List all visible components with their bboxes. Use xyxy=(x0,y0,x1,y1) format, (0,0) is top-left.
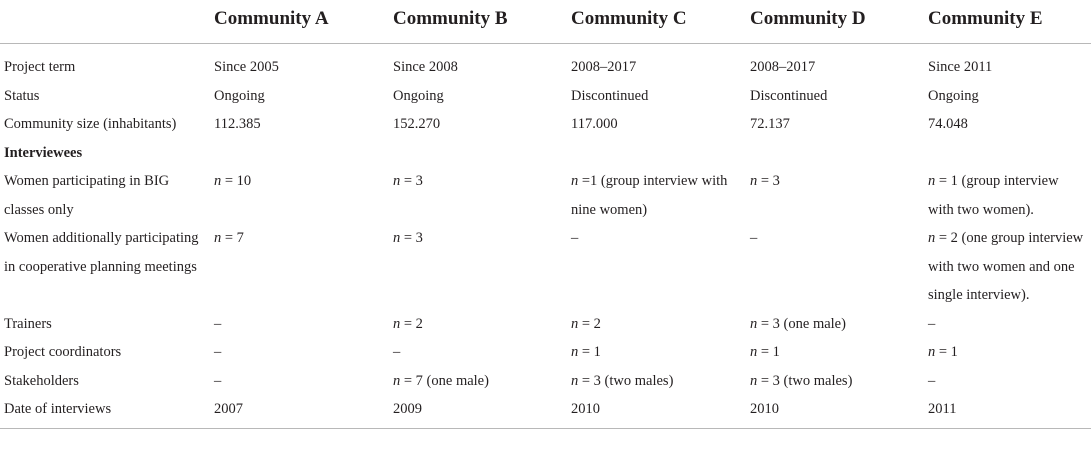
table-cell: – xyxy=(571,230,579,246)
table-cell: 2008–2017 xyxy=(750,59,816,75)
row-label: Project coordinators xyxy=(4,344,122,360)
table-cell: 2011 xyxy=(925,395,1091,428)
table-cell: – xyxy=(214,372,222,389)
table-cell xyxy=(211,139,390,168)
table-body xyxy=(0,44,1091,429)
table-cell xyxy=(390,139,568,168)
table-cell: 152.270 xyxy=(393,116,441,132)
table-cell: n = 3 (two males) xyxy=(571,372,674,389)
table-cell: Ongoing xyxy=(214,87,265,104)
table-cell: n = 3 xyxy=(393,230,423,246)
table-cell: Since 2011 xyxy=(928,59,993,75)
table-cell: Ongoing xyxy=(393,87,444,104)
column-header: Community C xyxy=(568,0,747,44)
table-row xyxy=(0,110,1091,139)
table-header xyxy=(0,0,1091,44)
table-cell: n = 3 (one male) xyxy=(750,315,846,332)
row-label: Interviewees xyxy=(4,144,83,161)
table-cell: – xyxy=(750,230,758,246)
table-cell: 117.000 xyxy=(571,116,618,132)
table-cell: 74.048 xyxy=(928,116,968,132)
table-row xyxy=(0,367,1091,396)
table-cell: – xyxy=(214,315,222,332)
table-row xyxy=(0,310,1091,339)
table-cell: n = 3 xyxy=(750,173,780,189)
table-cell: Since 2008 xyxy=(393,59,458,75)
table-cell: 112.385 xyxy=(214,116,261,132)
column-header: Community B xyxy=(390,0,568,44)
row-label: Community size (inhabitants) xyxy=(4,116,177,132)
table-cell: 2009 xyxy=(390,395,568,428)
row-label: Trainers xyxy=(4,315,52,332)
table-row xyxy=(0,224,1091,310)
table-cell: 2007 xyxy=(211,395,390,428)
column-header-blank xyxy=(0,0,211,44)
table-cell: 2010 xyxy=(568,395,747,428)
table-cell: n = 2 (one group interview with two women and one single interview). xyxy=(928,230,1084,303)
table-cell: n = 3 xyxy=(393,173,423,189)
row-label: Stakeholders xyxy=(4,372,79,389)
table-cell: Ongoing xyxy=(928,87,979,104)
row-label: Project term xyxy=(4,59,76,75)
column-header: Community E xyxy=(925,0,1091,44)
table-cell: – xyxy=(928,372,936,389)
table-cell: n =1 (group interview with nine women) xyxy=(571,173,728,218)
row-label: Date of interviews xyxy=(0,395,211,428)
table-row xyxy=(0,167,1091,224)
table-cell: 2010 xyxy=(747,395,925,428)
column-header: Community D xyxy=(747,0,925,44)
table-cell: n = 1 xyxy=(928,344,958,360)
table-cell: Since 2005 xyxy=(214,59,279,75)
table-cell: n = 3 (two males) xyxy=(750,372,853,389)
table-cell: n = 2 xyxy=(393,315,423,332)
section-row xyxy=(0,139,1091,168)
row-label: Status xyxy=(4,87,40,104)
table-cell: – xyxy=(393,344,401,360)
table-row xyxy=(0,338,1091,367)
table-row xyxy=(0,82,1091,111)
table-row xyxy=(0,44,1091,82)
table-cell: n = 1 xyxy=(571,344,601,360)
table-cell: 72.137 xyxy=(750,116,790,132)
table-row xyxy=(0,395,1091,428)
table-cell: – xyxy=(214,344,222,360)
table-cell: n = 10 xyxy=(214,173,252,189)
table-cell: n = 2 xyxy=(571,315,601,332)
table-cell: n = 1 xyxy=(750,344,780,360)
column-header: Community A xyxy=(211,0,390,44)
table-cell xyxy=(925,139,1091,168)
table-cell: Discontinued xyxy=(750,87,828,104)
table-cell xyxy=(568,139,747,168)
row-label: Women participating in BIG classes only xyxy=(4,173,170,218)
table-cell: 2008–2017 xyxy=(571,59,637,75)
table-cell: n = 7 (one male) xyxy=(393,372,489,389)
table-cell: – xyxy=(928,315,936,332)
table-cell xyxy=(747,139,925,168)
table-cell: n = 1 (group interview with two women). xyxy=(928,173,1059,218)
row-label: Women additionally participating in cooperative planning meetings xyxy=(4,230,199,275)
header-row xyxy=(0,0,1091,44)
table-cell: Discontinued xyxy=(571,87,649,104)
table-cell: n = 7 xyxy=(214,230,244,246)
